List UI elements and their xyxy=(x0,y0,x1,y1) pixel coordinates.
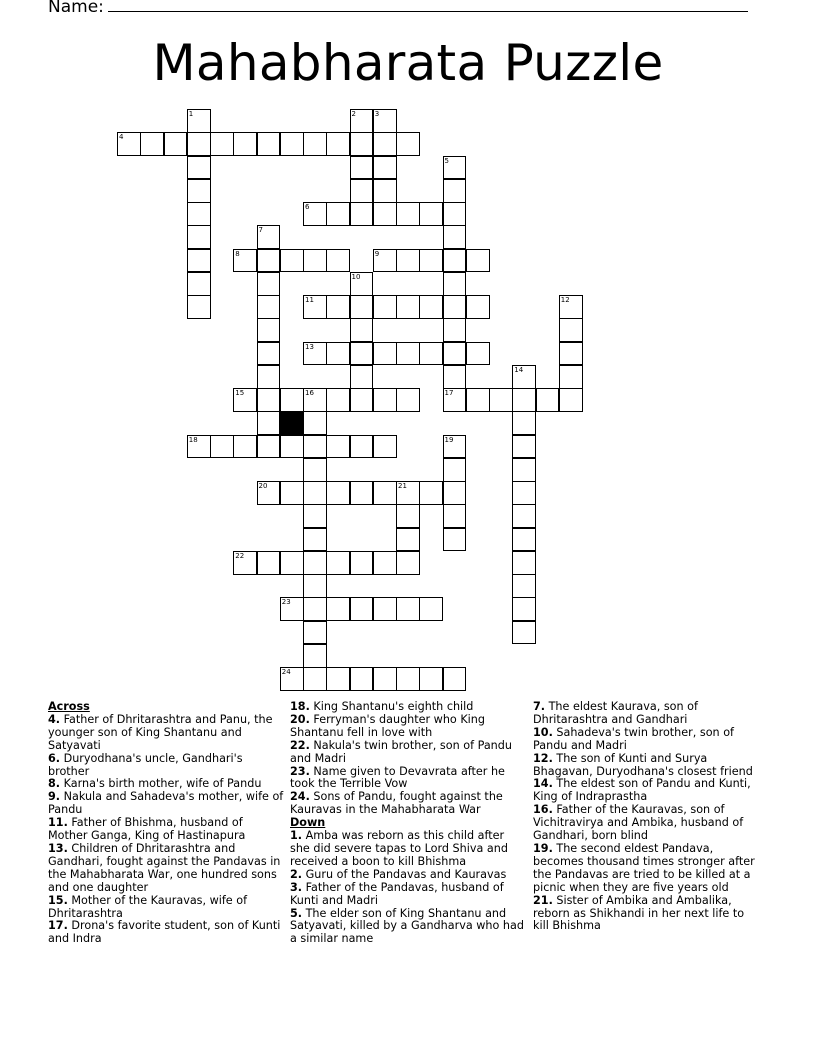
grid-block xyxy=(280,411,304,435)
grid-cell[interactable] xyxy=(396,132,420,156)
grid-cell[interactable] xyxy=(443,458,467,482)
clue-text: Nakula's twin brother, son of Pandu and Madri xyxy=(290,738,512,765)
grid-cell[interactable] xyxy=(350,435,374,459)
clue-number: 24 xyxy=(281,668,291,676)
grid-cell[interactable] xyxy=(396,388,420,412)
grid-cell[interactable] xyxy=(350,551,374,575)
grid-cell[interactable] xyxy=(512,435,536,459)
grid-cell[interactable] xyxy=(373,551,397,575)
grid-cell[interactable] xyxy=(303,458,327,482)
grid-cell[interactable] xyxy=(280,551,304,575)
clue-number: 14. xyxy=(533,777,553,791)
grid-cell[interactable] xyxy=(257,388,281,412)
grid-cell[interactable] xyxy=(280,435,304,459)
grid-cell[interactable] xyxy=(303,342,327,366)
clue-number: 19. xyxy=(533,841,553,855)
name-label: Name: xyxy=(48,0,104,17)
across-clue xyxy=(290,791,526,817)
grid-cell[interactable] xyxy=(512,458,536,482)
grid-cell[interactable] xyxy=(257,342,281,366)
clue-number: 11 xyxy=(305,296,314,304)
grid-cell[interactable] xyxy=(303,249,327,273)
clue-text: Amba was reborn as this child after she did severe tapas to Lord Shiva and received a boon to kill Bhishma xyxy=(290,829,508,868)
down-clue xyxy=(533,778,763,804)
grid-cell[interactable] xyxy=(257,435,281,459)
grid-cell[interactable] xyxy=(187,132,211,156)
grid-cell[interactable] xyxy=(512,365,536,389)
grid-cell[interactable] xyxy=(187,156,211,180)
clue-text: Drona's favorite student, son of Kunti and Indra xyxy=(48,919,281,946)
grid-cell[interactable] xyxy=(443,365,467,389)
clue-text: King Shantanu's eighth child xyxy=(309,700,474,713)
grid-cell[interactable] xyxy=(187,225,211,249)
grid-cell[interactable] xyxy=(303,132,327,156)
clue-text: Father of the Kauravas, son of Vichitravirya and Ambika, husband of Gandhari, born blind xyxy=(533,803,744,843)
grid-cell[interactable] xyxy=(303,597,327,621)
grid-cell[interactable] xyxy=(443,179,467,203)
grid-cell[interactable] xyxy=(443,272,467,296)
clue-number: 18 xyxy=(188,435,198,444)
grid-cell[interactable] xyxy=(443,435,467,459)
grid-cell[interactable] xyxy=(280,132,304,156)
grid-cell[interactable] xyxy=(443,667,467,691)
grid-cell[interactable] xyxy=(257,132,281,156)
clue-number: 20. xyxy=(290,712,310,726)
clue-text: Nakula and Sahadeva's mother, wife of Pandu xyxy=(48,790,284,817)
clue-number: 3. xyxy=(290,880,303,894)
grid-cell[interactable] xyxy=(257,551,281,575)
grid-cell[interactable] xyxy=(187,272,211,296)
grid-cell[interactable] xyxy=(117,132,141,156)
grid-cell[interactable] xyxy=(373,179,397,203)
grid-cell[interactable] xyxy=(559,295,583,319)
clue-number: 15 xyxy=(235,389,245,397)
grid-cell[interactable] xyxy=(466,249,490,273)
grid-cell[interactable] xyxy=(443,528,467,552)
grid-cell[interactable] xyxy=(233,551,257,575)
clue-number: 21. xyxy=(533,893,553,907)
down-clue xyxy=(533,753,763,779)
grid-cell[interactable] xyxy=(419,295,443,319)
grid-cell[interactable] xyxy=(443,481,467,505)
grid-cell[interactable] xyxy=(373,132,397,156)
grid-cell[interactable] xyxy=(396,667,420,691)
grid-cell[interactable] xyxy=(257,318,281,342)
clues-column-2 xyxy=(290,701,526,946)
clue-number: 6. xyxy=(48,751,61,765)
grid-cell[interactable] xyxy=(512,551,536,575)
grid-cell[interactable] xyxy=(559,388,583,412)
clue-number: 1 xyxy=(188,110,194,118)
clue-text: The elder son of King Shantanu and Satyavati, killed by a Gandharva who had a similar name xyxy=(290,906,524,946)
grid-cell[interactable] xyxy=(303,504,327,528)
grid-cell[interactable] xyxy=(512,528,536,552)
clue-number: 7 xyxy=(258,226,263,235)
clue-text: The son of Kunti and Surya Bhagavan, Duryodhana's closest friend xyxy=(533,751,753,778)
grid-cell[interactable] xyxy=(559,342,583,366)
grid-cell[interactable] xyxy=(373,249,397,273)
clues-column-1 xyxy=(48,701,284,946)
grid-cell[interactable] xyxy=(187,435,211,459)
across-clue xyxy=(290,714,526,740)
grid-cell[interactable] xyxy=(396,504,420,528)
across-clue xyxy=(48,753,284,779)
across-clue xyxy=(48,791,284,817)
grid-cell[interactable] xyxy=(419,249,443,273)
grid-cell[interactable] xyxy=(373,388,397,412)
grid-cell[interactable] xyxy=(303,574,327,598)
clue-text: Ferryman's daughter who King Shantanu fell in love with xyxy=(290,712,485,739)
grid-cell[interactable] xyxy=(280,249,304,273)
down-clue xyxy=(290,908,526,947)
grid-cell[interactable] xyxy=(303,411,327,435)
grid-cell[interactable] xyxy=(419,202,443,226)
grid-cell[interactable] xyxy=(257,272,281,296)
grid-cell[interactable] xyxy=(350,295,374,319)
grid-cell[interactable] xyxy=(396,295,420,319)
clue-text: Father of Dhritarashtra and Panu, the younger son of King Shantanu and Satyavati xyxy=(48,712,273,752)
grid-cell[interactable] xyxy=(350,318,374,342)
grid-cell[interactable] xyxy=(350,667,374,691)
clue-number: 23. xyxy=(290,764,310,778)
clue-number: 6 xyxy=(305,203,310,211)
grid-cell[interactable] xyxy=(187,295,211,319)
grid-cell[interactable] xyxy=(512,574,536,598)
clue-text: Name given to Devavrata after he took the Terrible Vow xyxy=(290,764,505,791)
grid-cell[interactable] xyxy=(373,667,397,691)
grid-cell[interactable] xyxy=(303,295,327,319)
grid-cell[interactable] xyxy=(536,388,560,412)
clue-text: The eldest Kaurava, son of Dhritarashtra and Gandhari xyxy=(533,700,698,726)
grid-cell[interactable] xyxy=(326,435,350,459)
grid-cell[interactable] xyxy=(512,597,536,621)
clue-number: 17. xyxy=(48,919,68,933)
clues-column-3 xyxy=(533,701,763,933)
clue-text: Sons of Pandu, fought against the Kauravas in the Mahabharata War xyxy=(290,790,503,817)
grid-cell[interactable] xyxy=(443,202,467,226)
grid-cell[interactable] xyxy=(350,388,374,412)
grid-cell[interactable] xyxy=(396,528,420,552)
grid-cell[interactable] xyxy=(396,202,420,226)
grid-cell[interactable] xyxy=(419,597,443,621)
grid-cell[interactable] xyxy=(210,435,234,459)
grid-cell[interactable] xyxy=(350,202,374,226)
grid-cell[interactable] xyxy=(466,388,490,412)
grid-cell[interactable] xyxy=(373,202,397,226)
page-title: Mahabharata Puzzle xyxy=(152,34,664,92)
clue-number: 21 xyxy=(398,482,407,490)
grid-cell[interactable] xyxy=(326,551,350,575)
clue-number: 8 xyxy=(235,249,240,258)
clue-number: 19 xyxy=(444,435,454,444)
grid-cell[interactable] xyxy=(140,132,164,156)
grid-cell[interactable] xyxy=(326,132,350,156)
clue-number: 18. xyxy=(290,700,310,713)
clue-text: Father of Bhishma, husband of Mother Ganga, King of Hastinapura xyxy=(48,816,246,843)
clue-number: 23 xyxy=(281,598,291,607)
grid-cell[interactable] xyxy=(419,667,443,691)
clue-number: 16. xyxy=(533,803,553,817)
grid-cell[interactable] xyxy=(326,481,350,505)
grid-cell[interactable] xyxy=(466,295,490,319)
grid-cell[interactable] xyxy=(419,342,443,366)
across-heading: Across xyxy=(48,700,90,713)
clue-text: Sahadeva's twin brother, son of Pandu and Madri xyxy=(533,725,734,752)
clue-text: The eldest son of Pandu and Kunti, King of Indraprastha xyxy=(533,777,751,804)
grid-cell[interactable] xyxy=(303,551,327,575)
grid-cell[interactable] xyxy=(396,342,420,366)
grid-cell[interactable] xyxy=(280,667,304,691)
clue-text: Children of Dhritarashtra and Gandhari, fought against the Pandavas in the Mahabharata War, one hundred sons and one daughter xyxy=(48,841,281,894)
grid-cell[interactable] xyxy=(326,597,350,621)
grid-cell[interactable] xyxy=(373,109,397,133)
grid-cell[interactable] xyxy=(303,667,327,691)
clue-text: Mother of the Kauravas, wife of Dhritarashtra xyxy=(48,893,248,920)
across-clue xyxy=(290,766,526,792)
grid-cell[interactable] xyxy=(257,481,281,505)
grid-cell[interactable] xyxy=(187,249,211,273)
grid-cell[interactable] xyxy=(303,621,327,645)
clue-number: 4. xyxy=(48,712,61,726)
grid-cell[interactable] xyxy=(257,249,281,273)
clue-number: 2 xyxy=(351,110,356,118)
across-clue xyxy=(48,920,284,946)
grid-cell[interactable] xyxy=(443,342,467,366)
grid-cell[interactable] xyxy=(350,132,374,156)
grid-cell[interactable] xyxy=(373,342,397,366)
grid-cell[interactable] xyxy=(326,342,350,366)
clue-number: 22 xyxy=(235,551,245,560)
grid-cell[interactable] xyxy=(187,202,211,226)
grid-cell[interactable] xyxy=(466,342,490,366)
grid-cell[interactable] xyxy=(373,597,397,621)
clue-number: 16 xyxy=(305,389,314,397)
grid-cell[interactable] xyxy=(350,156,374,180)
clue-text: Father of the Pandavas, husband of Kunti and Madri xyxy=(290,880,504,907)
grid-cell[interactable] xyxy=(443,295,467,319)
grid-cell[interactable] xyxy=(443,388,467,412)
grid-cell[interactable] xyxy=(303,481,327,505)
grid-cell[interactable] xyxy=(373,435,397,459)
down-clue xyxy=(533,727,763,753)
grid-cell[interactable] xyxy=(512,621,536,645)
grid-cell[interactable] xyxy=(559,318,583,342)
grid-cell[interactable] xyxy=(303,435,327,459)
clue-number: 13. xyxy=(48,841,68,855)
across-clue xyxy=(48,817,284,843)
grid-cell[interactable] xyxy=(233,388,257,412)
grid-cell[interactable] xyxy=(373,156,397,180)
down-heading: Down xyxy=(290,816,326,830)
clue-text: Sister of Ambika and Ambalika, reborn as Shikhandi in her next life to kill Bhishma xyxy=(533,893,745,933)
grid-cell[interactable] xyxy=(350,179,374,203)
grid-cell[interactable] xyxy=(443,504,467,528)
grid-cell[interactable] xyxy=(373,481,397,505)
grid-cell[interactable] xyxy=(350,481,374,505)
grid-cell[interactable] xyxy=(396,551,420,575)
down-clue xyxy=(533,701,763,727)
grid-cell[interactable] xyxy=(350,342,374,366)
grid-cell[interactable] xyxy=(512,388,536,412)
grid-cell[interactable] xyxy=(512,504,536,528)
clue-number: 24. xyxy=(290,790,310,804)
grid-cell[interactable] xyxy=(443,318,467,342)
clue-text: Guru of the Pandavas and Kauravas xyxy=(302,867,507,881)
down-clue xyxy=(290,882,526,908)
clue-number: 22. xyxy=(290,738,310,752)
clue-number: 5 xyxy=(444,156,449,165)
across-clue xyxy=(48,714,284,753)
grid-cell[interactable] xyxy=(326,249,350,273)
grid-cell[interactable] xyxy=(443,225,467,249)
grid-cell[interactable] xyxy=(512,411,536,435)
down-clue xyxy=(533,804,763,843)
grid-cell[interactable] xyxy=(350,109,374,133)
clue-text: The second eldest Pandava, becomes thousand times stronger after the Pandavas are tried to be killed at a picnic when they are five years old xyxy=(533,841,755,894)
clue-number: 10 xyxy=(351,272,361,281)
grid-cell[interactable] xyxy=(303,388,327,412)
clue-number: 7. xyxy=(533,700,546,713)
clue-number: 10. xyxy=(533,725,553,739)
clue-number: 14 xyxy=(514,365,524,374)
across-clue xyxy=(290,740,526,766)
grid-cell[interactable] xyxy=(396,481,420,505)
grid-cell[interactable] xyxy=(326,388,350,412)
clue-number: 11. xyxy=(48,816,68,830)
grid-cell[interactable] xyxy=(280,388,304,412)
grid-cell[interactable] xyxy=(326,202,350,226)
grid-cell[interactable] xyxy=(233,132,257,156)
grid-cell[interactable] xyxy=(303,202,327,226)
clue-number: 12 xyxy=(560,296,570,304)
grid-cell[interactable] xyxy=(210,132,234,156)
grid-cell[interactable] xyxy=(512,481,536,505)
grid-cell[interactable] xyxy=(257,411,281,435)
grid-cell[interactable] xyxy=(187,179,211,203)
grid-cell[interactable] xyxy=(326,295,350,319)
clue-number: 8. xyxy=(48,777,61,791)
across-clue xyxy=(48,843,284,895)
clue-number: 13 xyxy=(305,342,314,351)
grid-cell[interactable] xyxy=(326,667,350,691)
grid-cell[interactable] xyxy=(443,249,467,273)
grid-cell[interactable] xyxy=(373,295,397,319)
grid-cell[interactable] xyxy=(303,644,327,668)
grid-cell[interactable] xyxy=(443,156,467,180)
clue-number: 9 xyxy=(374,249,380,258)
grid-cell[interactable] xyxy=(396,249,420,273)
clue-number: 12. xyxy=(533,751,553,765)
grid-cell[interactable] xyxy=(280,481,304,505)
clue-number: 4 xyxy=(119,133,124,142)
grid-cell[interactable] xyxy=(350,272,374,296)
grid-cell[interactable] xyxy=(350,365,374,389)
grid-cell[interactable] xyxy=(164,132,188,156)
grid-cell[interactable] xyxy=(350,597,374,621)
grid-cell[interactable] xyxy=(559,365,583,389)
clue-number: 20 xyxy=(258,482,268,490)
grid-cell[interactable] xyxy=(257,225,281,249)
down-clue xyxy=(290,830,526,869)
down-clue xyxy=(533,843,763,895)
grid-cell[interactable] xyxy=(233,249,257,273)
clue-number: 3 xyxy=(374,110,380,118)
clue-number: 2. xyxy=(290,867,303,881)
grid-cell[interactable] xyxy=(187,109,211,133)
down-clue xyxy=(533,895,763,934)
clue-text: Karna's birth mother, wife of Pandu xyxy=(60,777,262,791)
grid-cell[interactable] xyxy=(233,435,257,459)
grid-cell[interactable] xyxy=(280,597,304,621)
grid-cell[interactable] xyxy=(257,295,281,319)
grid-cell[interactable] xyxy=(419,481,443,505)
grid-cell[interactable] xyxy=(396,597,420,621)
clue-text: Duryodhana's uncle, Gandhari's brother xyxy=(48,751,243,778)
grid-cell[interactable] xyxy=(257,365,281,389)
clue-number: 9. xyxy=(48,790,61,804)
across-clue xyxy=(48,895,284,921)
grid-cell[interactable] xyxy=(489,388,513,412)
clue-number: 1. xyxy=(290,829,303,843)
clue-number: 15. xyxy=(48,893,68,907)
clue-number: 17 xyxy=(444,389,454,397)
grid-cell[interactable] xyxy=(303,528,327,552)
clue-number: 5. xyxy=(290,906,303,920)
